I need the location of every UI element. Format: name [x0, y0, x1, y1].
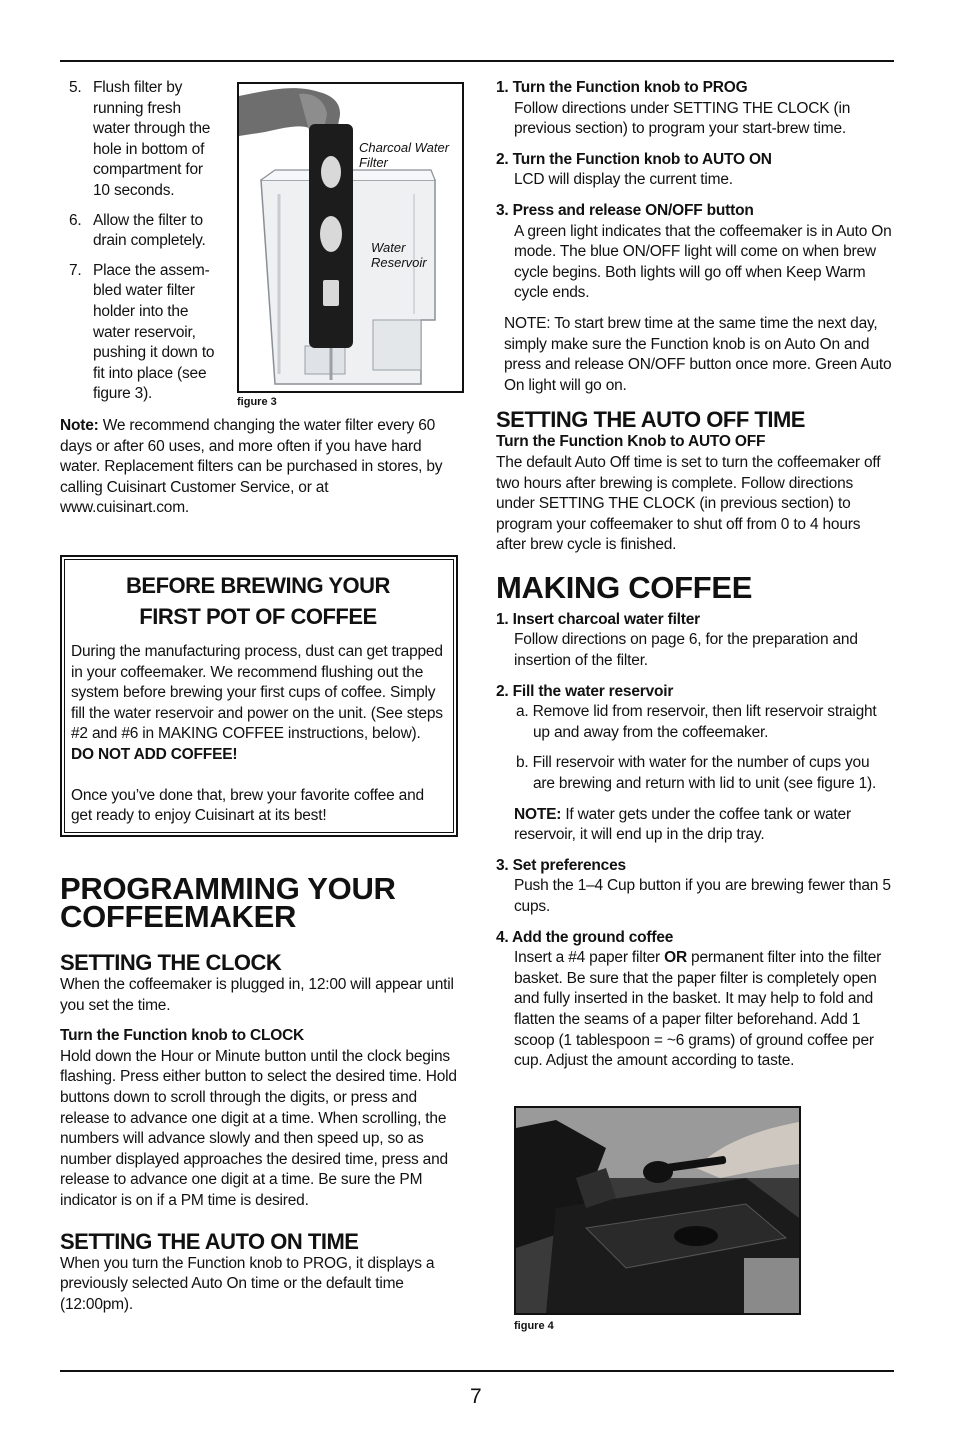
before-brewing-title: BEFORE BREWING YOUR FIRST POT OF COFFEE — [126, 573, 390, 629]
auto-on-step-title: 2. Turn the Function knob to AUTO ON — [496, 150, 772, 168]
before-brewing-closing: Once you’ve done that, brew your favorite coffee and get ready to enjoy Cuisinart at its best! — [71, 786, 424, 825]
note-text: We recommend changing the water filter every 60 days or after 60 uses, and more often if you have hard water. Replacement filters can be purchased in stores, by calling Cuisinart Customer Service, or at www.cuisinart.com. — [60, 417, 443, 517]
bottom-rule — [60, 1370, 894, 1372]
auto-off-knob-instruction: Turn the Function Knob to AUTO OFF — [496, 433, 766, 451]
figure-4-image — [514, 1106, 801, 1315]
programming-title: PROGRAMMING YOUR COFFEEMAKER — [60, 871, 396, 934]
top-rule — [60, 60, 894, 62]
making-coffee-title: MAKING COFFEE — [496, 569, 753, 605]
auto-on-step-title: 1. Turn the Function knob to PROG — [496, 79, 748, 96]
making-step-title: 2. Fill the water reservoir — [496, 682, 674, 700]
making-step-title: 1. Insert charcoal water filter — [496, 610, 700, 628]
auto-on-step-title: 3. Press and release ON/OFF button — [496, 201, 754, 219]
auto-on-step-text: Follow directions under SETTING THE CLOCK (in previous section) to program your start-brew time. — [514, 99, 851, 138]
callout-charcoal-filter: Charcoal Water Filter — [359, 140, 450, 170]
right-column — [496, 78, 894, 1082]
filter-step — [60, 78, 220, 202]
making-substep-a: a. Remove lid from reservoir, then lift reservoir straight up and away from the coffeemaker. — [516, 703, 877, 741]
before-brewing-box — [60, 555, 458, 837]
figure-4-caption: figure 4 — [514, 1320, 554, 1332]
auto-on-step — [496, 78, 894, 140]
step-number: 6. — [69, 211, 82, 229]
auto-on-text: When you turn the Function knob to PROG, it displays a previously selected Auto On time or the default time (12:00pm). — [60, 1254, 435, 1313]
water-reservoir-illustration — [239, 84, 462, 391]
setting-clock-heading: SETTING THE CLOCK — [60, 950, 282, 975]
auto-on-step-text: LCD will display the current time. — [514, 171, 733, 189]
making-step — [496, 682, 894, 846]
auto-on-heading: SETTING THE AUTO ON TIME — [60, 1228, 359, 1254]
making-substep-b: b. Fill reservoir with water for the number of cups you are brewing and return with lid to unit (see figure 1). — [516, 754, 877, 793]
making-step-text: Push the 1–4 Cup button if you are brewing fewer than 5 cups. — [514, 877, 891, 915]
making-step-title: 4. Add the ground coffee — [496, 928, 674, 946]
auto-off-heading: SETTING THE AUTO OFF TIME — [496, 407, 805, 433]
programming-section — [60, 871, 460, 1315]
step-text: Flush filter by running fresh water through the hole in bottom of compartment for 10 seconds. — [93, 79, 211, 199]
filter-steps — [60, 78, 220, 405]
do-not-add-coffee-warning: DO NOT ADD COFFEE! — [71, 745, 238, 763]
making-step — [496, 610, 894, 672]
filter-step — [60, 211, 220, 252]
setting-clock-text: Hold down the Hour or Minute button until the clock begins flashing. Press either button to select the desired time. Hold buttons down to scroll through the digits, or press and release to advance one digit at a time. When scrolling, the numbers will advance slowly and then speed up, so as number displayed approaches the desired time, press and release to advance one digit at a time. Be sure the PM indicator is on if a PM time is desired. — [60, 1047, 457, 1209]
auto-on-step-text: A green light indicates that the coffeemaker is in Auto On mode. The blue ON/OFF light will come on when brew cycle begins. Both lights will go off when Keep Warm cycle ends. — [514, 222, 892, 302]
setting-clock-intro: When the coffeemaker is plugged in, 12:00 will appear until you set the time. — [60, 976, 454, 1014]
auto-on-note: NOTE: To start brew time at the same time the next day, simply make sure the Function knob is on Auto On and press and release ON/OFF button once more. Green Auto On light will go on. — [504, 314, 892, 394]
making-step-note: NOTE: If water gets under the coffee tank or water reservoir, it will end up in the drip tray. — [514, 805, 851, 844]
filter-note — [60, 416, 460, 519]
step-text: Allow the filter to drain completely. — [93, 211, 206, 250]
step-text: Place the assem-bled water filter holder into the water reservoir, pushing it down to fit into place (see figure 3). — [93, 261, 215, 403]
auto-on-step — [496, 201, 894, 304]
note-label: Note: — [60, 417, 99, 434]
making-step — [496, 928, 894, 1072]
coffee-scoop-photo — [516, 1108, 799, 1313]
clock-knob-instruction: Turn the Function knob to CLOCK — [60, 1027, 305, 1045]
making-step-text: Insert a #4 paper filter OR permanent filter into the filter basket. Be sure that the paper filter is completely open and fully inserted in the basket. It may help to fold and flatten the seams of a paper filter beforehand. Add 1 scoop (1 tablespoon = ~6 grams) of ground coffee per cup. Adjust the amount according to taste. — [514, 949, 882, 1070]
figure-3-image — [237, 82, 464, 393]
page-number: 7 — [470, 1385, 482, 1408]
making-step-title: 3. Set preferences — [496, 856, 626, 874]
auto-on-step — [496, 150, 894, 191]
making-step — [496, 856, 894, 918]
filter-step — [60, 261, 220, 405]
step-number: 5. — [69, 79, 82, 96]
auto-off-text: The default Auto Off time is set to turn the coffeemaker off two hours after brewing is complete. Follow directions under SETTING THE CLOCK (in previous section) to program your coffeemaker to shut off from 0 to 4 hours after brew cycle is finished. — [496, 453, 881, 554]
making-step-text: Follow directions on page 6, for the preparation and insertion of the filter. — [514, 631, 858, 670]
figure-3-caption: figure 3 — [237, 396, 277, 408]
left-column — [60, 78, 462, 1313]
step-number: 7. — [69, 261, 82, 279]
callout-water-reservoir: Water Reservoir — [371, 240, 427, 270]
before-brewing-text: During the manufacturing process, dust can get trapped in your coffeemaker. We recommend flushing out the system before brewing your first cups of coffee. Simply fill the water reservoir and power on the unit. (See steps #2 and #6 in MAKING COFFEE instructions, below). — [71, 643, 443, 743]
